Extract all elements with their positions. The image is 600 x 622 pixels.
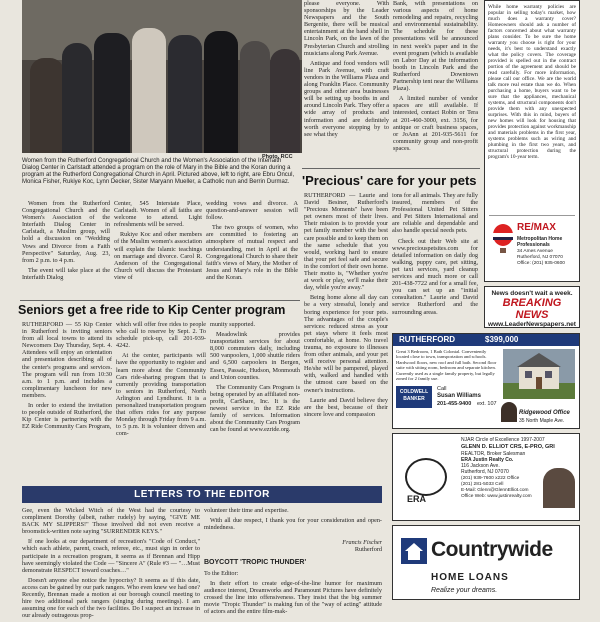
listing-description: Great 3 Bedroom, 1 Bath Colonial. Conveniently located close to town, transportation and schools. Hardwood floors, new roof and full bath. Second floor suite with sitting room, bedroom and separate kitchen. Currently used as a single family property, but legally zoned for 2 family use. — [396, 349, 497, 382]
coldwell-banker-logo — [396, 386, 432, 408]
divider — [302, 168, 480, 169]
letter1-right — [204, 507, 382, 618]
article-paragraph: The event will take place at the Interfaith Dialog — [22, 266, 110, 281]
kip-col1 — [22, 321, 112, 433]
article-paragraph: RUTHERFORD — Laurie and David Besiner, Rutherford's "Precious Moments" have been pet owners most of their lives. Their mission is to provide your pet family member with the best care possible and to keep them on the same schedule that you would, working hard to ensure that your pet feel safe and secure in the comfort of their own home. Their motto is, "Whether you're at work or play, we'll make their day, while you're away." — [304, 192, 388, 292]
pets-headline: 'Precious' care for your pets — [302, 173, 477, 188]
letter-paragraph: If one looks at our department of recreation's "Code of Conduct," which each athlete, parent, coach, referee, etc., must sign in order to participate in a recreation program, it seems as if Brennan and Hipp have seemingly violated the Code — "Sincere A" (Rule #3 — "…Must demonstrate RESPECT toward coaches…" — [22, 538, 200, 574]
agent-photo — [543, 468, 575, 508]
labor-day-col2 — [393, 0, 478, 155]
photo-credit: Photo, RCC — [262, 154, 293, 160]
era-agent-name: GLENN D. ELLIOT CRS, E-PRO, GRI — [461, 444, 555, 450]
letter-paragraph: volunteer their time and expertise. — [204, 507, 289, 514]
countrywide-logo: Countrywide — [431, 538, 553, 561]
remax-line: 34 Ames Avenue — [517, 249, 553, 254]
era-address: Rutherford, NJ 07070 — [461, 469, 509, 475]
letter-signer-town: Rutherford — [354, 546, 382, 554]
era-title: REALTOR, Broker Salesman — [461, 451, 526, 457]
article-paragraph: Rukiye Koc and other members of the Muslim women's association will explain the Islamic teachings on marriage and divorce. Carol R. Anderson of the Congregational Church will discuss the Protestant view of — [114, 231, 202, 281]
warranty-text: While home warranty policies are popular in selling today's market, how much does a warranty cover? Homeowners should ask a number of factors concerned about what warranty plans consider. To be sure the home warranty you choose is right for your needs, it's best to understand exactly what the policy covers. The coverage provided is spelled out in the contract portion of the agreement and should be read carefully. For more information, please call our office. We are the world talk more real estate than we do. When purchasing a home, buyers want to be sure that the appliances, mechanical systems, and structural components don't provide them with any unexpected surprises. With this in mind, buyers of new homes will look for housing that provides protection against workmanship and materials problems in the first year, systems problems such as wiring and plumbing in the first two years, and structural protection during the program's 10-year term. — [488, 4, 576, 160]
listing-call: Call — [437, 386, 447, 392]
article-paragraph: please everyone. With sponsorships by the Leader Newspapers and the South Bergenite, there will be musical entertainment at the band shell in Lincoln Park, on the lawn of the Presbyterian Church and strolling musicians along Park Avenue. — [304, 0, 389, 57]
era-logo-text: ERA — [407, 494, 427, 504]
article-paragraph: wedding vows and divorce. A question-and-answer session will follow. — [206, 200, 298, 222]
listing-agent: Susan Williams — [437, 393, 481, 399]
article-paragraph: A limited number of vendor spaces are still available. If interested, contact Robin or Tera at 201-460-3000, ext. 3156, for antique or craft business spaces, or JoAnn at 201-935-5611 for community group and non-profit spaces. — [393, 95, 478, 152]
remax-logo: RE/MAX — [517, 222, 556, 233]
era-cell: (201) 281-5033 Cell — [461, 482, 504, 487]
pets-col1 — [304, 192, 388, 421]
article-paragraph: Center, 545 Interstate Place, Carlstadt. Women of all faiths are welcome to attend. Light refreshments will be served. — [114, 200, 202, 229]
letters-section-bar: LETTERS TO THE EDITOR — [22, 486, 382, 503]
article-paragraph: Bank, with presentations on various aspects of home remodeling and repairs, recycling and environmental sustainability. The schedule for these presentations will be announced in next week's paper and in the event program (which is available on Labor Day at the information booth in Lincoln Park and the Rutherford Downtown Partnership tent near the Williams Plaza). — [393, 0, 478, 93]
divider — [20, 300, 300, 301]
letter1-left — [22, 507, 200, 622]
article-paragraph: RUTHERFORD — 55 Kip Center in Rutherford is inviting seniors from all local towns to attend its Newcomers Day Thursday, Sept. 4. Attendees will enjoy an orientation and presentation describing all of the center's programs and services. The program will run from 10:30 a.m. to 1 p.m. and includes a complimentary luncheon for new members. — [22, 321, 112, 399]
listing-phone-ext: ext. 107 — [477, 401, 497, 407]
era-agent-ad — [392, 433, 580, 521]
article-paragraph: ions for all animals. They are fully insured, members of the Professional United Pet Sitters and Pet Sitters International and are reliable and dependable and also handle special needs pets. — [392, 192, 478, 235]
article-paragraph: In order to extend the invitation to people outside of Rutherford, the Kip Center is partnering with the EZ Ride Community Cars Program, — [22, 402, 112, 431]
warranty-ad — [484, 0, 580, 282]
countrywide-ad — [392, 525, 580, 600]
labor-day-col1 — [304, 0, 389, 141]
listing-address: 35 North Maple Ave. — [519, 418, 565, 424]
breaking-tagline: News doesn't wait a week. — [491, 290, 573, 297]
person-figure — [204, 31, 238, 153]
letter-signer: Francis Fischer — [342, 539, 382, 547]
countrywide-house-icon — [401, 538, 427, 564]
era-email: E-Mail: Glenn@GlennElliot.com — [461, 488, 529, 493]
letter-paragraph: With all due respect, I thank you for your consideration and open-mindedness. — [204, 517, 382, 532]
article-paragraph: Being home alone all day can be a very stressful, lonely and boring experience for your pets. The advantages of the couple's services: reduced stress as your pet stays where it feels most comfortable, at home. No travel trauma, no exposure to illnesses from other animals, and your pet will receive personal attention. He/she will be pampered, played with, walked and handled with the utmost care based on the owner's instructions. — [304, 294, 388, 394]
kip-col2 — [116, 321, 206, 441]
article-paragraph: Check out their Web site at www.preciouspetsites.com for detailed information on daily dog walking, puppy care, pet sitting, pet taxi services, yard cleanup services and much more or call 201-438-7722 and for a small fee, you can set up an "initial consultation." Laurie and David service Rutherford and the surrounding areas. — [392, 237, 478, 316]
listing-office: Ridgewood Office — [519, 410, 570, 416]
listing-price: $399,000 — [485, 335, 519, 344]
article-paragraph: which will offer free rides to people who call to reserve by Sept. 2. To schedule pick-up, call 201-939-4242. — [116, 321, 206, 350]
pets-col2 — [392, 192, 478, 319]
mary-article-col1 — [22, 200, 110, 284]
letter-salutation: To the Editor: — [204, 569, 239, 577]
letter-paragraph: In their effort to create edge-of-the-line humor for maximum audience interest, Dreamworks and Paramount Pictures have definitely crossed the line into offensiveness. They insist that the big summer movie "Tropic Thunder" is making fun of the "way of acting" attitude of actors and the entire film-mak- — [204, 579, 382, 616]
article-paragraph: At the center, participants will have the opportunity to register and learn more about the Community Cars ride-sharing program that is currently providing transportation to seniors in Rutherford, North Arlington and Lyndhurst. It is a personalized transportation program that offers rides for any purpose Monday through Friday from 9 a.m. to 5 p.m. It is volunteer driven and com- — [116, 352, 206, 438]
person-figure — [30, 58, 64, 153]
mary-article-col3 — [206, 200, 298, 284]
letter2-headline: BOYCOTT 'TROPIC THUNDER' — [204, 559, 307, 567]
kip-headline: Seniors get a free ride to Kip Center program — [18, 303, 286, 317]
countrywide-sub: HOME LOANS — [431, 572, 509, 583]
article-paragraph: The Community Cars Program is being operated by an affiliated non-profit, CarShare, Inc. It is the newest service in the EZ Ride family of services. Information about the Community Cars Program can be found at www.ezride.org. — [210, 383, 300, 434]
letter-paragraph: Gee, even the Wicked Witch of the West had the courtesy to compliment Dorothy (albeit, rather rudely) by saying, "GIVE ME BACK MY SLIPPERS!" Those involved did not even receive a broomstick-written note saying "SURRENDER KEYS." — [22, 507, 200, 536]
listing-phone: 201-455-9400 — [437, 401, 472, 407]
agent-photo — [501, 402, 517, 422]
remax-line: Professionals — [517, 242, 550, 248]
article-paragraph: The two groups of women, who are committed to fostering an atmosphere of mutual respect and understanding, met in April at the Congregational Church to share their faith's views of Mary, the Mother of Jesus and Mary's role in the Bible and the Koran. — [206, 224, 298, 281]
countrywide-tagline: Realize your dreams. — [431, 587, 498, 594]
group-photo — [22, 0, 302, 153]
house-photo — [503, 349, 575, 399]
letter-paragraph: Doesn't anyone else notice the hypocrisy? It seems as if this date, access can be gained by our park rangers. Who even knew we had one? Recently, Brennan made a motion at our borough council meeting to hire two additional park rangers (singing during meetings). I am assuming one for each of the two facilities. Do I suspect an increase in our already outrageous prop- — [22, 576, 200, 620]
remax-block — [489, 215, 575, 280]
coldwell-line: COLDWELL — [399, 389, 429, 395]
person-figure — [270, 49, 300, 153]
breaking-news-ad — [484, 286, 580, 328]
article-paragraph: Laurie and David believe they are the best, because of their sincere love and compassion — [304, 396, 388, 418]
era-phone: (201) 939-7600 x222 Office — [461, 476, 520, 481]
person-figure — [168, 35, 202, 153]
person-figure — [62, 43, 92, 153]
person-figure — [240, 41, 270, 153]
balloon-icon — [491, 224, 515, 254]
coldwell-line: BANKER — [403, 396, 425, 402]
article-paragraph: Women from the Rutherford Congregational Church and the Women's Association of the Interfaith Dialog Center in Carlstadt, a Muslim group, will hold a discussion on "Wedding Vows and Divorce from a Faith Perspective" Saturday, Aug. 23, from 2 p.m. to 4 p.m. — [22, 200, 110, 264]
kip-col3 — [210, 321, 300, 436]
article-paragraph: Antique and food vendors will line Park Avenue, with craft vendors in the Williams Plaza and along Franklin Place. Community groups and other area businesses will be setting up booths in and around Lincoln Park. They offer a wide array of products and information and are definitely worth everyone stopping by to see what they — [304, 59, 389, 138]
person-figure — [94, 33, 130, 153]
article-paragraph: munity supported. — [210, 321, 256, 328]
listing-town: RUTHERFORD — [399, 335, 455, 344]
era-logo-icon — [405, 458, 447, 496]
article-paragraph: Meadowlink provides transportation services for about 8,000 commuters daily, including 500 vanpoolers, 1,000 shuttle riders and 6,500 carpoolers in Bergen, Essex, Passaic, Hudson, Monmouth and Union counties. — [210, 331, 300, 381]
breaking-title: BREAKING NEWS — [502, 297, 562, 321]
era-address: 116 Jackson Ave. — [461, 463, 500, 469]
era-web: Office Web: www.justinrealty.com — [461, 494, 532, 499]
photo-caption: Women from the Rutherford Congregational Church and the Women's Association of the Interfaith Dialog Center in Carlstadt attended a program on the role of Mary in the Bible and the Koran during a program at the Rutherford Congregational Church in April. Pictured above, left to right, are Ebru Oncul, Monica Fisher, Rukiye Koc, Lynn Decker, Sister Maryann Mueller, a Catholic nun and Berrin Durmaz. — [22, 158, 295, 185]
person-figure — [132, 28, 166, 153]
remax-line: Office: (201) 935-0600 — [517, 261, 565, 266]
remax-line: Rutherford, NJ 07070 — [517, 255, 563, 260]
era-award: NJAR Circle of Excellence 1997-2007 — [461, 437, 545, 443]
listing-ad — [392, 333, 580, 429]
era-firm: ERA Justin Realty Co. — [461, 457, 514, 463]
mary-article-col2 — [114, 200, 202, 284]
breaking-url: www.LeaderNewspapers.net — [488, 321, 576, 328]
remax-line: Metropolitan Home — [517, 236, 563, 242]
